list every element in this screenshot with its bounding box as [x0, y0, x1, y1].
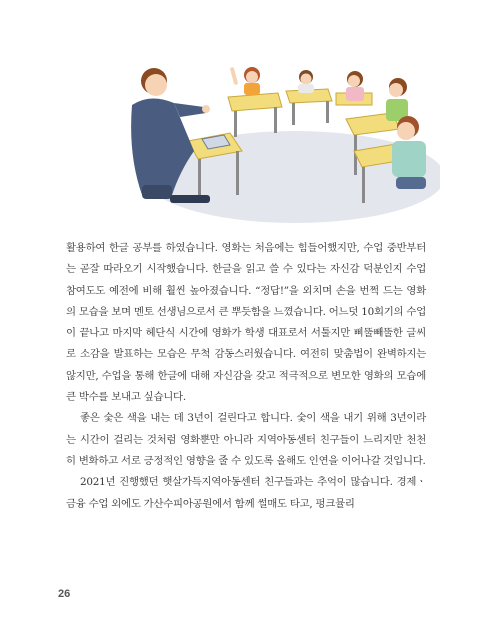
paragraph-3: 2021년 진행했던 햇살가득지역아동센터 친구들과는 추억이 많습니다. 경제ㆍ금융 수업 외에도 가산수피아공원에서 함께 썰매도 타고, 펑크뮬리: [66, 476, 426, 510]
classroom-illustration: [110, 55, 440, 225]
paragraph-1: 활용하여 한글 공부를 하였습니다. 영화는 처음에는 힘들어했지만, 수업 중반부터는 곧잘 따라오기 시작했습니다. 한글을 읽고 쓸 수 있다는 자신감 덕분인지 수업 참여도도 예전에 비해 훨씬 높아졌습니다. “정답!”을 외치며 손을 번쩍 드는 영화의 모습을 보며 멘토 선생님으로서 큰 뿌듯함을 느꼈습니다. 어느덧 10회기의 수업이 끝나고 마지막 헤단식 시간에 영화가 학생 대표로서 서툴지만 삐뚤빼뚤한 글씨로 소감을 발표하는 모습은 무척 감동스러웠습니다. 여전히 맞춤법이 완벽하지는 않지만, 수업을 통해 한글에 대해 자신감을 갖고 적극적으로 변모한 영화의 모습에 큰 박수를 보내고 싶습니다.: [66, 242, 426, 404]
body-text: [66, 238, 426, 515]
page-number: 26: [58, 588, 71, 600]
paragraph-2: 좋은 숯은 색을 내는 데 3년이 걸린다고 합니다. 숯이 색을 내기 위해 3년이라는 시간이 걸리는 것처럼 영화뿐만 아니라 지역아동센터 친구들이 느리지만 천천히 변화하고 서로 긍정적인 영향을 줄 수 있도록 올해도 인연을 이어나갈 것입니다.: [66, 412, 426, 467]
